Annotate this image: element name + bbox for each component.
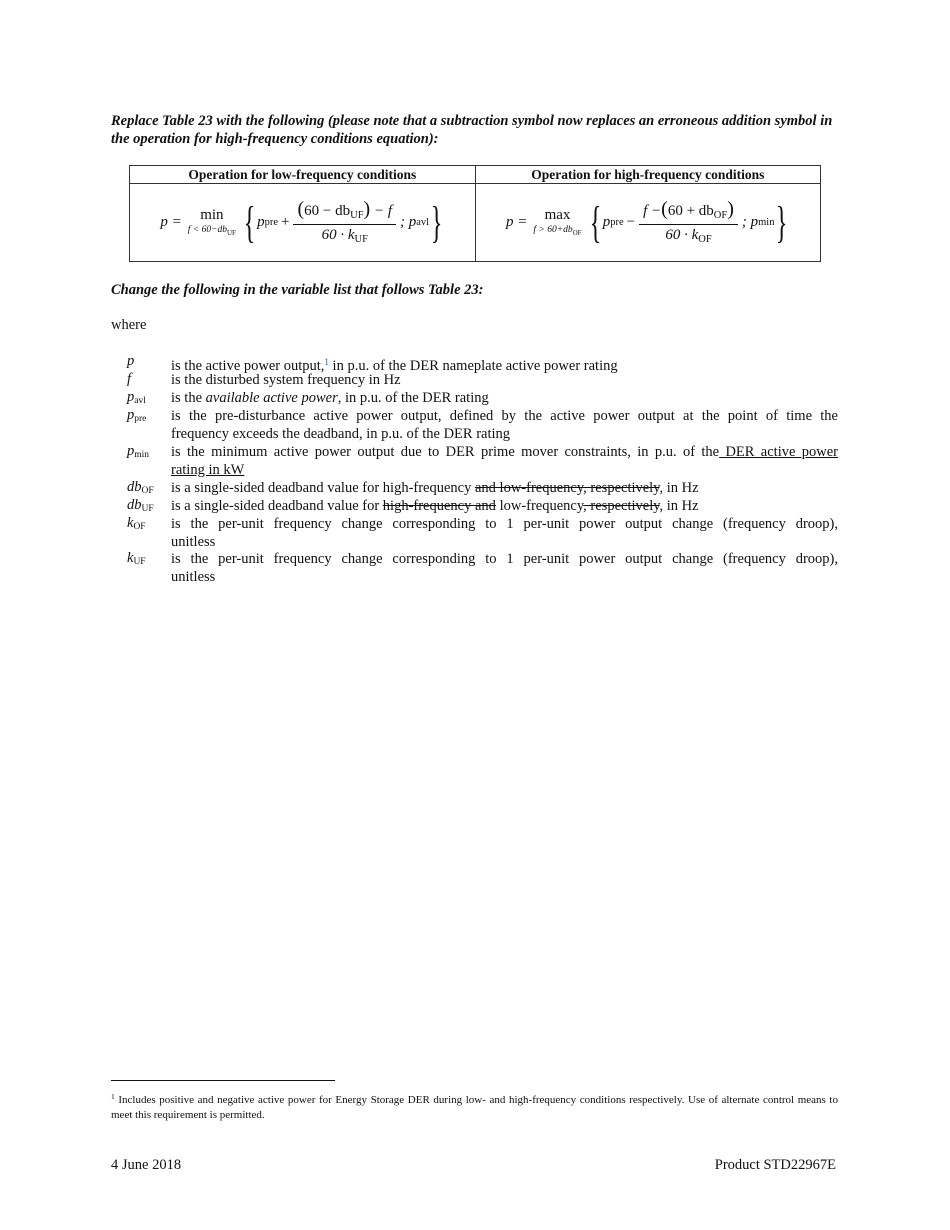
- variable-desc-db-uf: is a single-sided deadband value for high-frequency and low-frequency, respectively, in Hz: [171, 498, 699, 514]
- high-frequency-formula: [506, 199, 790, 245]
- change-list-instruction: Change the following in the variable list that follows Table 23:: [111, 282, 484, 298]
- left-brace: {: [243, 197, 256, 247]
- operator-condition: $f > 60+db_{OF}$: [533, 225, 582, 237]
- plus-sign: +: [281, 214, 290, 230]
- variable-symbol-p-min: pmin: [127, 443, 150, 460]
- variable-desc-db-of: is a single-sided deadband value for high-frequency and low-frequency, respectively, in Hz: [171, 480, 699, 496]
- p-pre-symbol: p: [257, 214, 265, 230]
- max-operator: [533, 208, 581, 237]
- variable-desc-p: is the active power output,$^1$ in p.u. of the DER nameplate active power rating: [171, 357, 618, 374]
- variable-symbol-k-of: kOF: [127, 515, 146, 532]
- header-low-frequency: Operation for low-frequency conditions: [130, 166, 476, 184]
- operator-label: max: [544, 207, 571, 223]
- p-min-subscript: min: [758, 217, 775, 228]
- variable-desc-p-min: is the minimum active power output due to DER prime mover constraints, in p.u. of the DER active power rating in kW: [171, 444, 838, 478]
- footer-date: 4 June 2018: [111, 1157, 182, 1173]
- formula-lhs: p =: [506, 214, 528, 230]
- footnote: [111, 1089, 838, 1123]
- fraction-numerator: $(60 - db_{UF}) - f$: [293, 199, 396, 225]
- minus-sign: −: [626, 214, 636, 230]
- p-pre-subscript: pre: [264, 217, 278, 228]
- variable-desc-f: is the disturbed system frequency in Hz: [171, 372, 401, 388]
- footnote-text: Includes positive and negative active power for Energy Storage DER during low- and high-frequency conditions respectively. Use of alternate control means to meet this requirement is permitted.: [111, 1094, 838, 1121]
- right-brace: }: [430, 197, 443, 247]
- left-brace: {: [589, 197, 601, 247]
- variable-symbol-db-of: dbOF: [127, 479, 154, 496]
- footnote-marker: 1: [111, 1092, 115, 1101]
- p-avl-subscript: avl: [416, 217, 430, 228]
- variable-symbol-p-avl: pavl: [127, 389, 146, 406]
- variable-symbol-db-uf: dbUF: [127, 497, 154, 514]
- variable-desc-p-pre: is the pre-disturbance active power output, defined by the active power output at the point of time the frequency exceeds the deadband, in p.u. of the DER rating: [171, 408, 838, 442]
- variable-symbol-p-pre: ppre: [127, 407, 147, 424]
- frequency-operation-table: [129, 165, 821, 262]
- where-label: where: [111, 317, 147, 333]
- struck-text: and low-frequency, respectively: [475, 480, 660, 496]
- formula-lhs: p =: [160, 214, 182, 230]
- operator-condition: $f < 60-db_{UF}$: [187, 225, 236, 237]
- right-brace: }: [776, 197, 788, 247]
- footer-product-code: Product STD22967E: [714, 1157, 836, 1173]
- variable-desc-p-avl: is the available active power, in p.u. of the DER rating: [171, 390, 489, 406]
- fraction: [639, 199, 738, 245]
- p-pre-subscript: pre: [610, 217, 624, 228]
- fraction: [293, 199, 396, 245]
- p-pre-symbol: p: [602, 214, 611, 230]
- low-frequency-formula: [160, 199, 444, 245]
- variable-desc-k-of: is the per-unit frequency change corresponding to 1 per-unit power output change (frequency droop), unitless: [171, 516, 838, 550]
- p-min-symbol: ; p: [741, 214, 759, 230]
- fraction-denominator: $60 \cdot k_{OF}$: [665, 227, 712, 245]
- footnote-reference[interactable]: 1: [324, 357, 329, 367]
- replace-table-instruction: Replace Table 23 with the following (please note that a subtraction symbol now replaces an erroneous addition symbol in the operation for high-frequency conditions equation):: [111, 113, 833, 147]
- footnote-separator: [111, 1080, 335, 1081]
- low-frequency-formula-cell: [130, 184, 476, 262]
- fraction-denominator: $60 \cdot k_{UF}$: [321, 227, 368, 245]
- variable-desc-k-uf: is the per-unit frequency change corresponding to 1 per-unit power output change (frequency droop), unitless: [171, 551, 838, 585]
- struck-text: , respectively: [583, 498, 660, 514]
- min-operator: [188, 208, 236, 237]
- p-avl-symbol: ; p: [400, 214, 417, 230]
- variable-symbol-f: f: [127, 371, 132, 387]
- variable-symbol-k-uf: kUF: [127, 550, 146, 567]
- header-high-frequency: Operation for high-frequency conditions: [475, 166, 820, 184]
- high-frequency-formula-cell: [475, 184, 820, 262]
- operator-label: min: [200, 207, 224, 223]
- struck-text: high-frequency and: [382, 498, 496, 514]
- fraction-numerator: $f -(60 + db_{OF})$: [639, 199, 738, 225]
- variable-symbol-p: p: [127, 353, 135, 369]
